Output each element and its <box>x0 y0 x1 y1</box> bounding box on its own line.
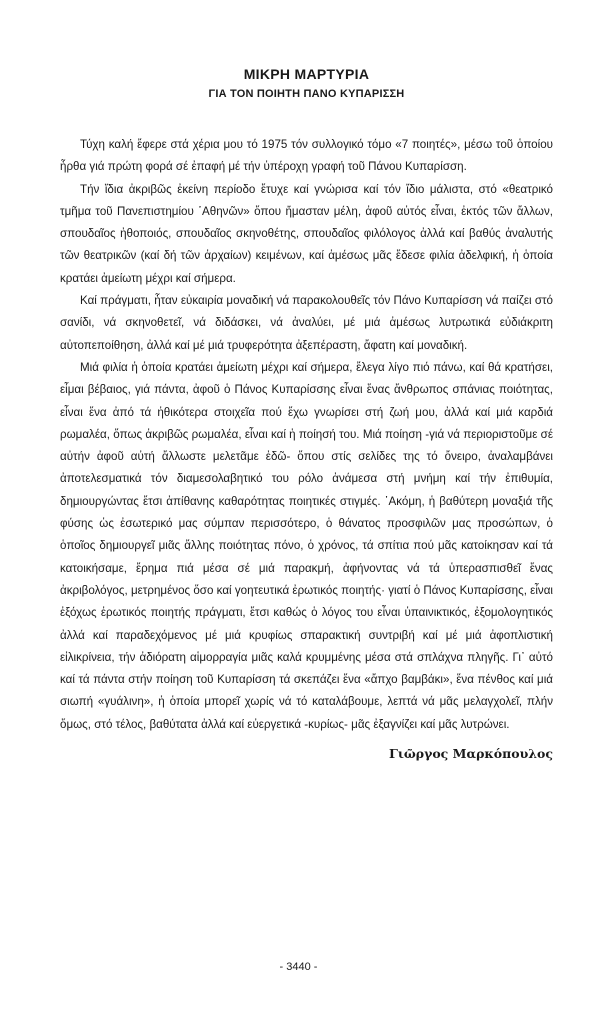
paragraph-4: Μιά φιλία ἡ ὁποία κρατάει ἀμείωτη μέχρι καί σήμερα, ἔλεγα λίγο πιό πάνω, καί θά κρατήσει, εἶμαι βέβαιος, γιά πάντα, ἀφοῦ ὁ Πάνος Κυπαρίσσης εἶναι ἕνας ἄνθρωπος σπάνιας ποιότητας, εἶναι ἕνα ἀπό τά ἠθικότερα στοιχεῖα πού ἔχω γνωρίσει στή ζωή μου, ἀλλά καί μιά καρδιά ρωμαλέα, ὅπως ἀκριβῶς ρωμαλέα, εἶναι καί ἡ ποίησή του. Μιά ποίηση -γιά νά περιοριστοῦμε σέ αὐτήν ἀφοῦ αὐτή ἄλλωστε μελετᾶμε ἐδῶ- ὅπου στίς σελίδες της τό ὄνειρο, ἀναλαμβάνει ἀποτελεσματικά τόν διαμεσολαβητικό του ρόλο ἀνάμεσα στή μνήμη καί τήν ἐπιθυμία, δημιουργώντας ἔτσι ἀπίθανης καθαρότητας ποιητικές στιγμές. ῾Ακόμη, ἡ βαθύτερη μοναξιά τῆς φύσης ὡς ἐσωτερικό μας σύμπαν περισσότερο, ὁ θάνατος προσφιλῶν μας προσώπων, ὁ ὁποῖος δημιουργεῖ μιᾶς ἄλλης ποιότητας πόνο, ὁ χρόνος, τά σπίτια πού μᾶς κατοίκησαν καί τά κατοικήσαμε, ἔρημα πιά μέσα σέ μιά παρακμή, ἀφήνοντας νά τά ὑπερασπισθεῖ ἕνας ἀκριβολόγος, μετρημένος ὅσο καί γοητευτικά ἐρωτικός ποιητής· γιατί ὁ Πάνος Κυπαρίσσης, εἶναι ἐξόχως ἐρωτικός ποιητής πράγματι, ἔτσι καθώς ὁ λόγος του εἶναι ὑπαινικτικός, ἐξομολογητικός ἀλλά καί παραδεχόμενος μέ μιά κρυφίως σπαρακτική συντριβή καί μέ μιά ἀφοπλιστική εἰλικρίνεια, τήν ἀδιόρατη αἱμορραγία μιᾶς καλά κρυμμένης μέσα στά σπλάχνα πληγῆς. Γι᾽ αὐτό καί τά πάντα στήν ποίηση τοῦ Κυπαρίσση τά σκεπάζει ἕνα «ἄπχο βαμβάκι», ἕνα πένθος καί μιά σιωπή «γυάλινη», ἡ ὁποία μπορεῖ χωρίς νά τό καταλάβουμε, λεπτά νά μᾶς μελαγχολεῖ, πλήν ὅμως, στό τέλος, βαθύτατα ἀλλά καί εὐεργετικά -κυρίως- μᾶς ἐξαγνίζει καί μᾶς λυτρώνει. <box>60 360 553 731</box>
document-title: ΜΙΚΡΗ ΜΑΡΤΥΡΙΑ <box>243 66 370 82</box>
paragraph-2: Τήν ἴδια ἀκριβῶς ἐκείνη περίοδο ἔτυχε καί γνώρισα καί τόν ἴδιο μάλιστα, στό «θεατρικό τμῆμα τοῦ Πανεπιστημίου ῾Αθηνῶν» ὅπου ἤμασταν μέλη, ἀφοῦ αὐτός εἶναι, ἐκτός τῶν ἄλλων, σπουδαῖος ἠθοποιός, σπουδαῖος σκηνοθέτης, σπουδαῖος φιλόλογος ἀλλά καί βαθύς ἀναλυτής τῶν θεατρικῶν (καί δή τῶν ἀρχαίων) κειμένων, καί ἀμέσως μᾶς ἔδεσε φιλία ἀδελφική, ἡ ὁποία κρατάει ἀμείωτη μέχρι καί σήμερα. <box>60 182 553 285</box>
page-number: - 3440 - <box>279 961 318 973</box>
document-subtitle: ΓΙΑ ΤΟΝ ΠΟΙΗΤΗ ΠΑΝΟ ΚΥΠΑΡΙΣΣΗ <box>208 88 405 100</box>
paragraph-1: Τύχη καλή ἔφερε στά χέρια μου τό 1975 τόν συλλογικό τόμο «7 ποιητές», μέσω τοῦ ὁποίου ἦρθα γιά πρώτη φορά σέ ἐπαφή μέ τήν ὑπέροχη γραφή τοῦ Πάνου Κυπαρίσση. <box>60 138 553 174</box>
paragraph-3: Καί πράγματι, ἦταν εὐκαιρία μοναδική νά παρακολουθεῖς τόν Πάνο Κυπαρίσση νά παίζει στό σανίδι, νά σκηνοθετεῖ, νά διδάσκει, νά ἀναλύει, μέ μιά ἀμέσως λυτρωτικά εὐδιάκριτη αὐτοπεποίθηση, ἀλλά καί μέ μιά τρυφερότητα ἀξεπέραστη, ἄφατη καί μοναδική. <box>60 294 553 352</box>
author-signature: Γιῶργος Μαρκόπουλος <box>388 746 553 762</box>
document-body <box>60 134 553 736</box>
document-page <box>60 64 553 764</box>
